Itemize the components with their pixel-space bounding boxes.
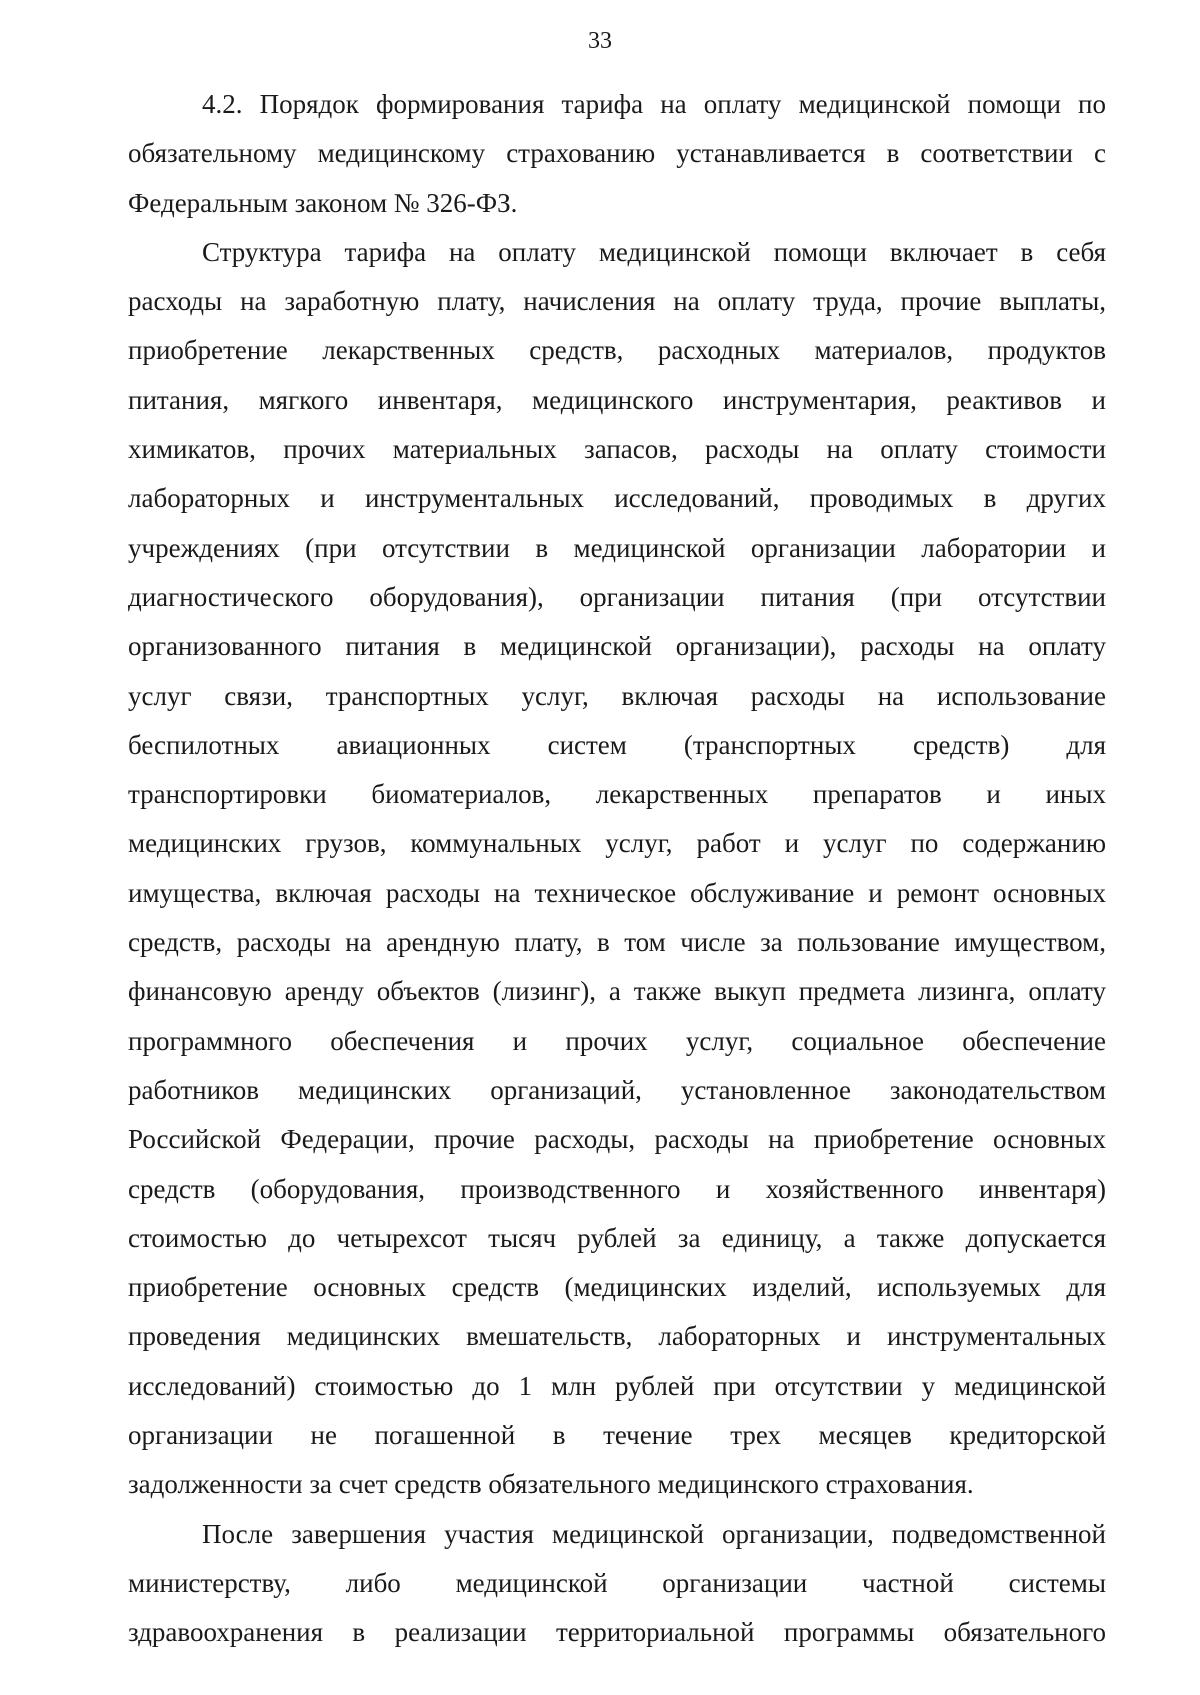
- text-line: приобретение лекарственных средств, расходных материалов, продуктов: [128, 335, 1106, 366]
- text-line: 4.2. Порядок формирования тарифа на оплату медицинской помощи по: [202, 89, 1106, 119]
- text-line: расходы на заработную плату, начисления на оплату труда, прочие выплаты,: [128, 286, 1106, 317]
- text-line: приобретение основных средств (медицинских изделий, используемых для: [128, 1272, 1106, 1303]
- paragraph-3: [128, 1510, 1106, 1658]
- text-line: транспортировки биоматериалов, лекарственных препаратов и иных: [128, 779, 1106, 810]
- text-line: услуг связи, транспортных услуг, включая расходы на использование: [128, 680, 1106, 711]
- text-line: питания, мягкого инвентаря, медицинского инструментария, реактивов и: [128, 384, 1106, 415]
- text-line: обязательному медицинскому страхованию устанавливается в соответствии с: [128, 138, 1106, 169]
- paragraph-2: [128, 228, 1106, 1510]
- text-line: задолженности за счет средств обязательного медицинского страхования.: [128, 1469, 974, 1500]
- text-line: исследований) стоимостью до 1 млн рублей при отсутствии у медицинской: [128, 1370, 1106, 1401]
- document-body: [128, 80, 1106, 1658]
- text-line: здравоохранения в реализации территориальной программы обязательного: [128, 1617, 1106, 1648]
- text-line: беспилотных авиационных систем (транспортных средств) для: [128, 729, 1106, 760]
- text-line: медицинских грузов, коммунальных услуг, работ и услуг по содержанию: [128, 828, 1106, 859]
- text-line: химикатов, прочих материальных запасов, расходы на оплату стоимости: [128, 434, 1106, 465]
- text-line: Структура тарифа на оплату медицинской помощи включает в себя: [202, 236, 1106, 267]
- text-line: министерству, либо медицинской организации частной системы: [128, 1567, 1106, 1598]
- text-line: диагностического оборудования), организации питания (при отсутствии: [128, 581, 1106, 612]
- text-line: учреждениях (при отсутствии в медицинской организации лаборатории и: [128, 532, 1106, 563]
- text-line: организации не погашенной в течение трех месяцев кредиторской: [128, 1420, 1106, 1451]
- text-line: организованного питания в медицинской организации), расходы на оплату: [128, 631, 1106, 662]
- page-number: 33: [588, 28, 612, 54]
- text-line: После завершения участия медицинской организации, подведомственной: [202, 1518, 1106, 1549]
- text-line: проведения медицинских вмешательств, лабораторных и инструментальных: [128, 1321, 1106, 1352]
- text-line: лабораторных и инструментальных исследований, проводимых в других: [128, 483, 1106, 514]
- paragraph-1: [128, 80, 1106, 228]
- text-line: Федеральным законом № 326-ФЗ.: [128, 187, 518, 218]
- text-line: финансовую аренду объектов (лизинг), а также выкуп предмета лизинга, оплату: [128, 976, 1106, 1007]
- text-line: Российской Федерации, прочие расходы, расходы на приобретение основных: [128, 1124, 1106, 1155]
- text-line: средств, расходы на арендную плату, в том числе за пользование имуществом,: [128, 927, 1106, 958]
- text-line: стоимостью до четырехсот тысяч рублей за единицу, а также допускается: [128, 1222, 1106, 1253]
- text-line: имущества, включая расходы на техническое обслуживание и ремонт основных: [128, 877, 1106, 908]
- text-line: работников медицинских организаций, установленное законодательством: [128, 1074, 1106, 1105]
- text-line: программного обеспечения и прочих услуг, социальное обеспечение: [128, 1025, 1106, 1056]
- text-line: средств (оборудования, производственного и хозяйственного инвентаря): [128, 1173, 1106, 1204]
